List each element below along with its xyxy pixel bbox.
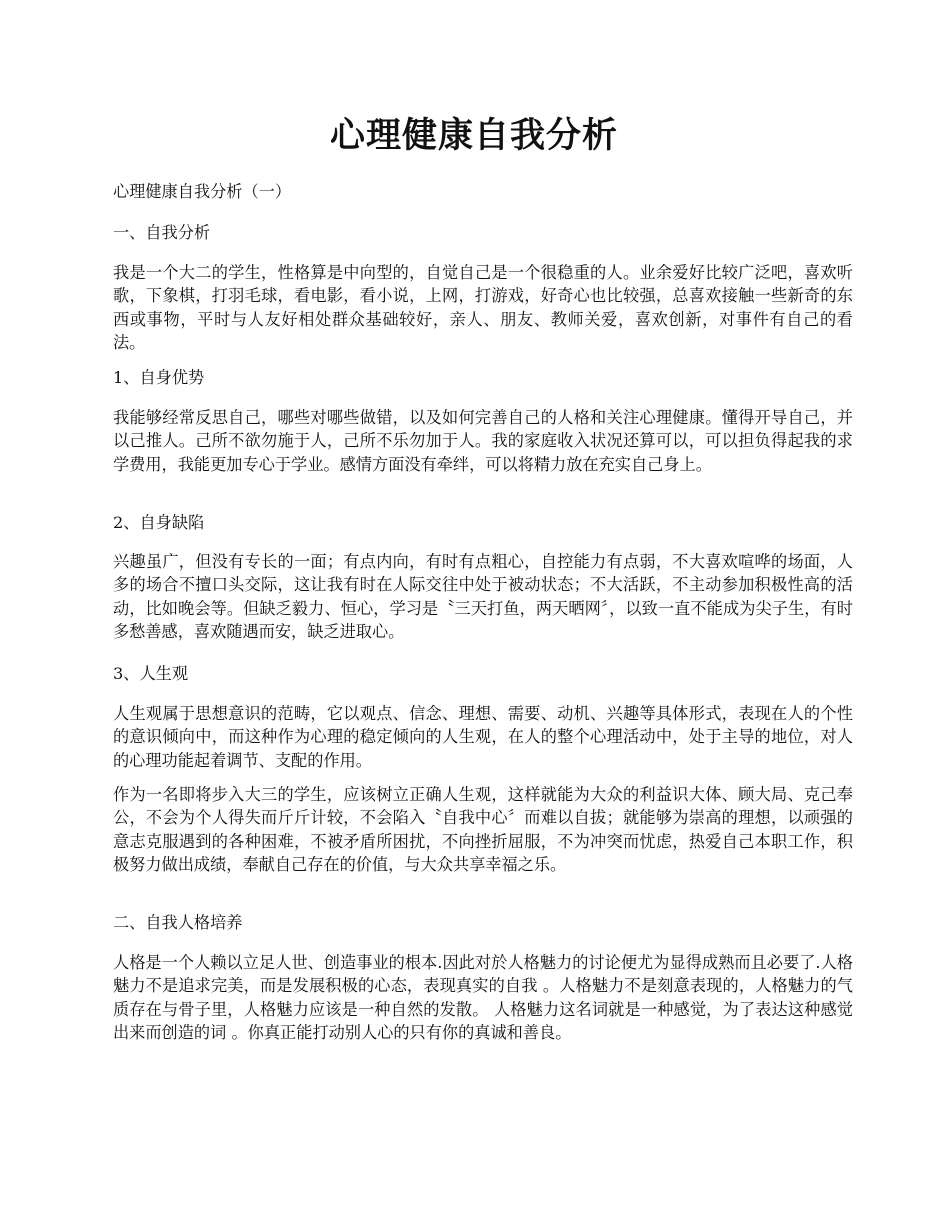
subsection-heading-outlook: 3、人生观 (113, 664, 189, 683)
document-title: 心理健康自我分析 (329, 116, 618, 156)
personality-paragraph: 人格是一个人赖以立足人世、创造事业的根本.因此对於人格魅力的讨论便尤为显得成熟而且必要了.人格魅力不是追求完美，而是发展积极的心态，表现真实的自我 。人格魅力不是刻意表现的，人格魅力的气质存在与骨子里，人格魅力应该是一种自然的发散。 人格魅力这名词就是一种感觉，为了表达这种感觉出来而创造的词 。你真正能打动别人心的只有你的真诚和善良。 (113, 953, 853, 1043)
subsection-heading-weaknesses: 2、自身缺陷 (113, 513, 205, 532)
subtitle: 心理健康自我分析（一） (113, 182, 292, 201)
subsection-heading-strengths: 1、自身优势 (113, 368, 205, 387)
strengths-paragraph: 我能够经常反思自己，哪些对哪些做错，以及如何完善自己的人格和关注心理健康。懂得开导自己，并以己推人。己所不欲勿施于人，己所不乐勿加于人。我的家庭收入状况还算可以，可以担负得起我的求学费用，我能更加专心于学业。感情方面没有牵绊，可以将精力放在充实自己身上。 (113, 408, 853, 474)
outlook-paragraph-1: 人生观属于思想意识的范畴，它以观点、信念、理想、需要、动机、兴趣等具体形式，表现在人的个性的意识倾向中，而这种作为心理的稳定倾向的人生观，在人的整个心理活动中，处于主导的地位，对人的心理功能起着调节、支配的作用。 (113, 704, 853, 770)
outlook-paragraph-2: 作为一名即将步入大三的学生，应该树立正确人生观，这样就能为大众的利益识大体、顾大局、克己奉公，不会为个人得失而斤斤计较，不会陷入〝自我中心〞而难以自拔；就能够为崇高的理想，以顽强的意志克服遇到的各种困难，不被矛盾所困扰，不向挫折屈服，不为冲突而忧虑，热爱自己本职工作，积极努力做出成绩，奉献自己存在的价值，与大众共享幸福之乐。 (113, 785, 853, 875)
section-heading-self-analysis: 一、自我分析 (113, 223, 211, 242)
intro-paragraph: 我是一个大二的学生，性格算是中向型的，自觉自己是一个很稳重的人。业余爱好比较广泛吧，喜欢听歌，下象棋，打羽毛球，看电影，看小说，上网，打游戏，好奇心也比较强，总喜欢接触一些新奇的东西或事物，平时与人友好相处群众基础较好，亲人、朋友、教师关爱，喜欢创新，对事件有自己的看法。 (113, 263, 853, 353)
weaknesses-paragraph: 兴趣虽广，但没有专长的一面；有点内向，有时有点粗心，自控能力有点弱，不大喜欢喧哗的场面，人多的场合不擅口头交际，这让我有时在人际交往中处于被动状态；不大活跃，不主动参加积极性高的活动，比如晚会等。但缺乏毅力、恒心，学习是〝三天打鱼，两天晒网〞，以致一直不能成为尖子生，有时多愁善感，喜欢随遇而安，缺乏进取心。 (113, 552, 853, 642)
section-heading-personality: 二、自我人格培养 (113, 913, 243, 932)
